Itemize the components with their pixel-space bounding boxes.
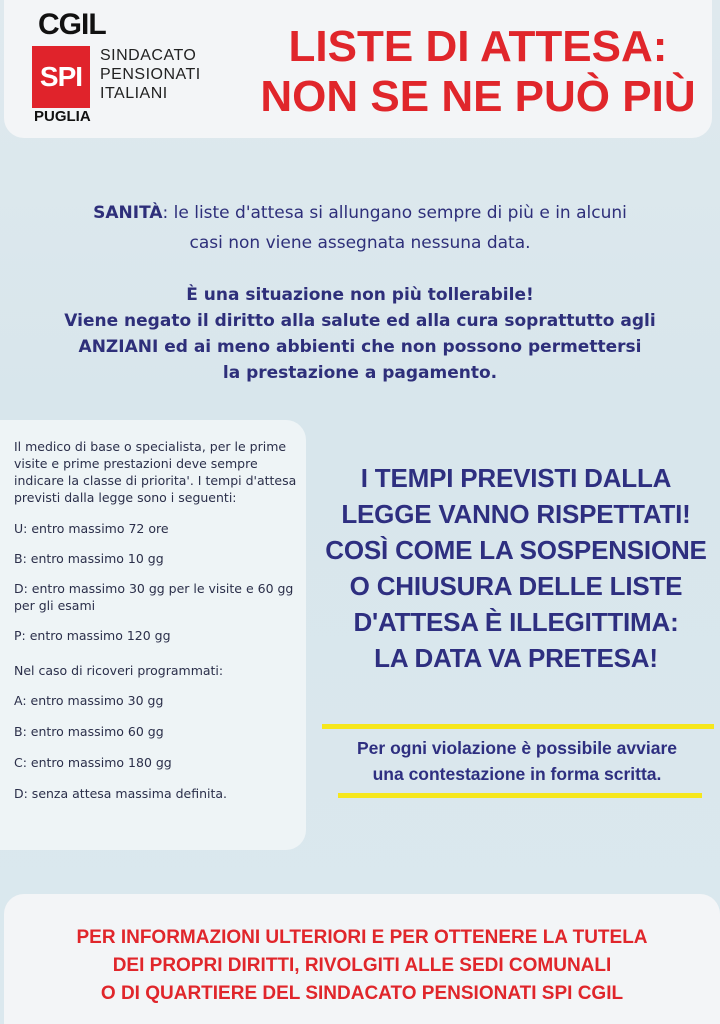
cgil-spi-logo xyxy=(32,8,232,126)
rules-line: D'ATTESA È ILLEGITTIMA: xyxy=(353,607,679,637)
priority-intro: Il medico di base o specialista, per le prime visite e prime prestazioni deve sempre indicare la classe di priorita'. I tempi d'attesa previsti dalla legge sono i seguenti: xyxy=(14,439,297,505)
rules-line: O CHIUSURA DELLE LISTE xyxy=(349,571,683,601)
violation-notice xyxy=(314,735,720,787)
statement-line: È una situazione non più tollerabile! xyxy=(186,285,534,305)
rules-line: COSÌ COME LA SOSPENSIONE xyxy=(325,535,707,565)
rules-line: LEGGE VANNO RISPETTATI! xyxy=(341,499,691,529)
intro-lead: SANITÀ xyxy=(93,203,163,223)
logo-cgil-text: CGIL xyxy=(38,8,106,41)
priority-panel xyxy=(0,420,306,850)
intro-line: casi non viene assegnata nessuna data. xyxy=(189,233,531,253)
footer-text xyxy=(4,924,720,1008)
rules-line: I TEMPI PREVISTI DALLA xyxy=(360,463,672,493)
footer-banner xyxy=(4,894,720,1024)
hospital-item: C: entro massimo 180 gg xyxy=(14,755,172,770)
hospital-item: A: entro massimo 30 gg xyxy=(14,693,164,708)
priority-text xyxy=(14,438,302,802)
hospital-intro: Nel caso di ricoveri programmati: xyxy=(14,663,224,678)
logo-spi-mark: SPI xyxy=(32,46,90,108)
logo-line: ITALIANI xyxy=(100,85,168,102)
logo-region: PUGLIA xyxy=(34,108,91,125)
violation-line: Per ogni violazione è possibile avviare xyxy=(357,738,677,758)
footer-line: DEI PROPRI DIRITTI, RIVOLGITI ALLE SEDI COMUNALI xyxy=(112,955,612,976)
rules-line: LA DATA VA PRETESA! xyxy=(374,643,658,673)
logo-line: PENSIONATI xyxy=(100,66,201,83)
statement-line: Viene negato il diritto alla salute ed alla cura soprattutto agli xyxy=(64,311,656,331)
title-line: NON SE NE PUÒ PIÙ xyxy=(260,72,696,121)
intro-paragraph xyxy=(30,198,690,258)
yellow-divider-top xyxy=(322,724,714,729)
priority-item: B: entro massimo 10 gg xyxy=(14,551,164,566)
logo-line: SINDACATO xyxy=(100,47,197,64)
intro-line xyxy=(30,198,690,228)
violation-line: una contestazione in forma scritta. xyxy=(372,764,662,784)
footer-line: PER INFORMAZIONI ULTERIORI E PER OTTENERE LA TUTELA xyxy=(76,927,648,948)
logo-org-name xyxy=(100,46,201,103)
rules-statement xyxy=(312,460,720,676)
hospital-item: D: senza attesa massima definita. xyxy=(14,786,228,801)
hospital-item: B: entro massimo 60 gg xyxy=(14,724,164,739)
footer-line: O DI QUARTIERE DEL SINDACATO PENSIONATI SPI CGIL xyxy=(100,983,624,1004)
title-line: LISTE DI ATTESA: xyxy=(288,22,668,71)
priority-item: D: entro massimo 30 gg per le visite e 60 gg per gli esami xyxy=(14,581,294,613)
priority-item: P: entro massimo 120 gg xyxy=(14,628,171,643)
page-title xyxy=(248,22,708,122)
statement-line: la prestazione a pagamento. xyxy=(222,363,498,383)
statement-paragraph xyxy=(30,282,690,386)
statement-line: ANZIANI ed ai meno abbienti che non possono permettersi xyxy=(78,337,642,357)
header-banner xyxy=(4,0,712,138)
intro-rest: : le liste d'attesa si allungano sempre di più e in alcuni xyxy=(162,203,627,223)
priority-item: U: entro massimo 72 ore xyxy=(14,521,169,536)
yellow-divider-bottom xyxy=(338,793,702,798)
